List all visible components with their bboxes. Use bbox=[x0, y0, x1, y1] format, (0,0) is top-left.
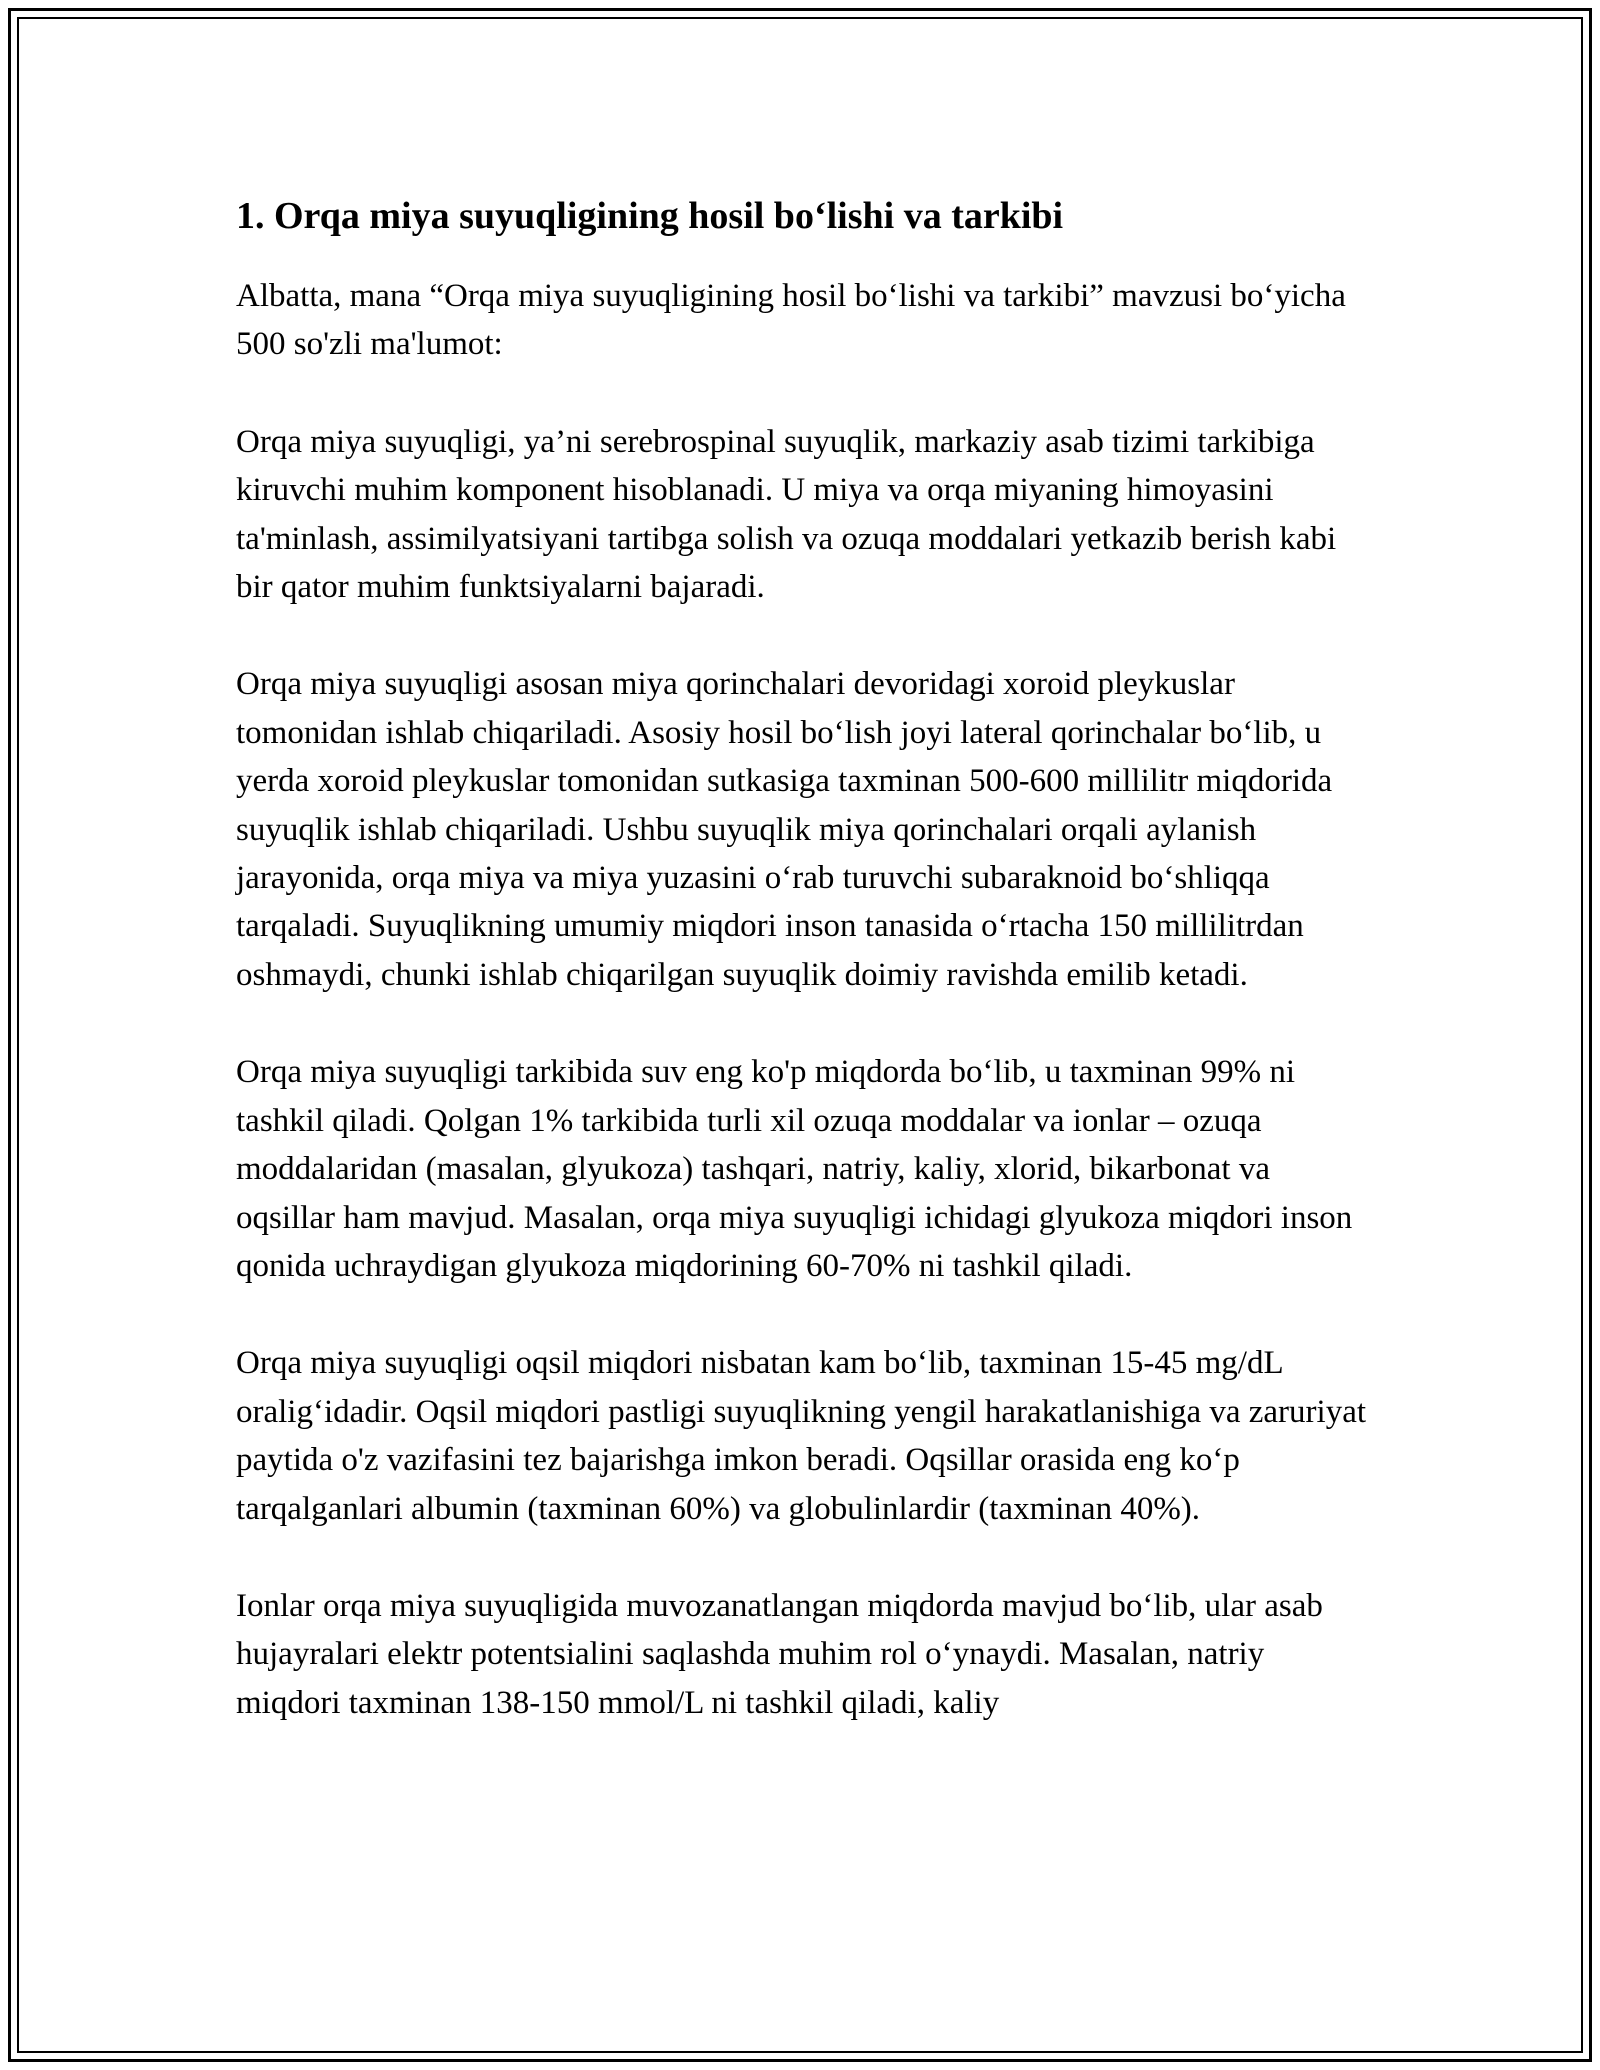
paragraph-definition: Orqa miya suyuqligi, ya’ni serebrospinal suyuqlik, markaziy asab tizimi tarkibiga kiruvchi muhim komponent hisoblanadi. U miya va orqa miyaning himoyasini ta'minlash, assimilyatsiyani tartibga solish va ozuqa moddalari yetkazib berish kabi bir qator muhim funktsiyalarni bajaradi. bbox=[236, 423, 1337, 606]
document-body bbox=[236, 188, 1376, 1776]
paragraph-ions: Ionlar orqa miya suyuqligida muvozanatlangan miqdorda mavjud bo‘lib, ular asab hujayralari elektr potentsialini saqlashda muhim rol o‘ynaydi. Masalan, natriy miqdori taxminan 138-150 mmol/L ni tashkil qiladi, kaliy bbox=[236, 1587, 1323, 1721]
paragraph-intro: Albatta, mana “Orqa miya suyuqligining hosil bo‘lishi va tarkibi” mavzusi bo‘yicha 500 so'zli ma'lumot: bbox=[236, 278, 1346, 363]
section-heading: 1. Orqa miya suyuqligining hosil bo‘lishi va tarkibi bbox=[236, 195, 1064, 237]
paragraph-proteins: Orqa miya suyuqligi oqsil miqdori nisbatan kam bo‘lib, taxminan 15-45 mg/dL oralig‘idadir. Oqsil miqdori pastligi suyuqlikning yengil harakatlanishiga va zaruriyat paytida o'z vazifasini tez bajarishga imkon beradi. Oqsillar orasida eng ko‘p tarqalganlari albumin (taxminan 60%) va globulinlardir (taxminan 40%). bbox=[236, 1345, 1367, 1527]
paragraph-production: Orqa miya suyuqligi asosan miya qorinchalari devoridagi xoroid pleykuslar tomonidan ishlab chiqariladi. Asosiy hosil bo‘lish joyi lateral qorinchalar bo‘lib, u yerda xoroid pleykuslar tomonidan sutkasiga taxminan 500-600 millilitr miqdorida suyuqlik ishlab chiqariladi. Ushbu suyuqlik miya qorinchalari orqali aylanish jarayonida, orqa miya va miya yuzasini o‘rab turuvchi subaraknoid bo‘shliqqa tarqaladi. Suyuqlikning umumiy miqdori inson tanasida o‘rtacha 150 millilitrdan oshmaydi, chunki ishlab chiqarilgan suyuqlik doimiy ravishda emilib ketadi. bbox=[236, 666, 1333, 993]
paragraph-composition: Orqa miya suyuqligi tarkibida suv eng ko'p miqdorda bo‘lib, u taxminan 99% ni tashkil qiladi. Qolgan 1% tarkibida turli xil ozuqa moddalar va ionlar – ozuqa moddalaridan (masalan, glyukoza) tashqari, natriy, kaliy, xlorid, bikarbonat va oqsillar ham mavjud. Masalan, orqa miya suyuqligi ichidagi glyukoza miqdori inson qonida uchraydigan glyukoza miqdorining 60-70% ni tashkil qiladi. bbox=[236, 1054, 1353, 1284]
